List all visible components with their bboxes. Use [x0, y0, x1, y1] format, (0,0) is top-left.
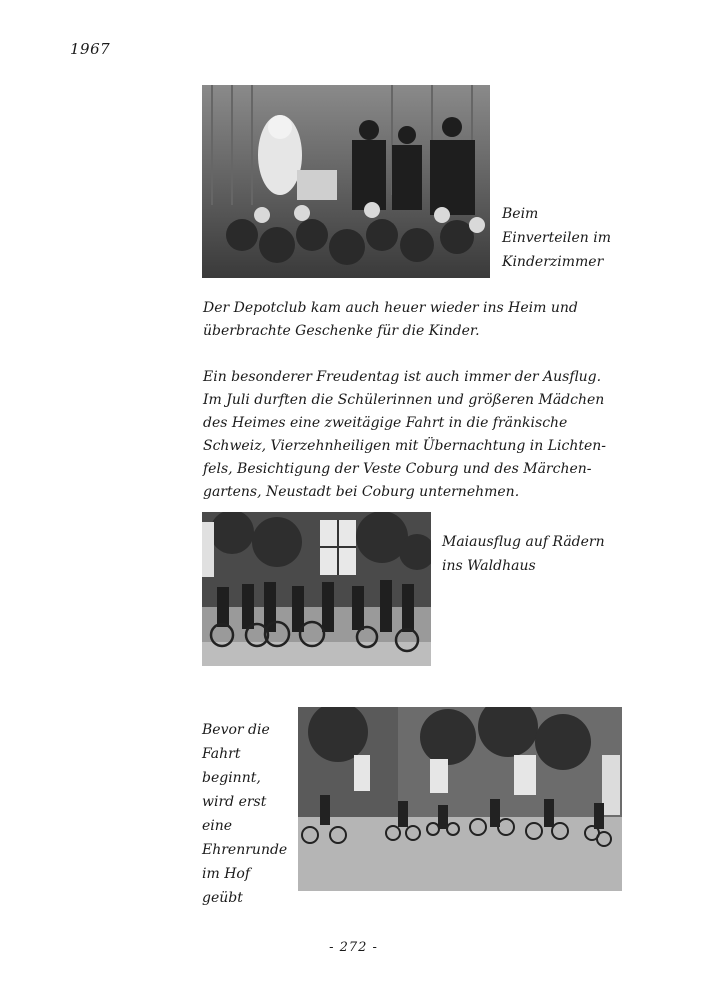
caption-line: Fahrt	[202, 746, 241, 762]
text-line: Der Depotclub kam auch heuer wieder ins Heim und	[203, 300, 578, 316]
photo-courtyard-round	[298, 707, 622, 891]
text-line: Schweiz, Vierzehnheiligen mit Übernachtung in Lichten-	[203, 438, 607, 454]
caption-santa	[502, 202, 611, 274]
caption-courtyard	[202, 718, 287, 910]
caption-line: Bevor die	[202, 722, 270, 738]
text-line: überbrachte Geschenke für die Kinder.	[203, 323, 480, 339]
caption-line: wird erst	[202, 794, 267, 810]
text-line: gartens, Neustadt bei Coburg unternehmen.	[203, 484, 520, 500]
caption-line: ins Waldhaus	[442, 558, 536, 574]
caption-line: geübt	[202, 890, 243, 906]
page-number: - 272 -	[329, 940, 378, 955]
text-line: des Heimes eine zweitägige Fahrt in die fränkische	[203, 415, 568, 431]
caption-line: Einverteilen im	[502, 230, 611, 246]
paragraph-ausflug	[203, 366, 633, 504]
caption-line: Beim	[502, 206, 539, 222]
caption-line: Maiausflug auf Rädern	[442, 534, 605, 550]
caption-line: im Hof	[202, 866, 251, 882]
paragraph-depotclub	[203, 297, 633, 343]
photo-bike-trip	[202, 512, 431, 666]
caption-line: eine	[202, 818, 233, 834]
caption-bike-trip	[442, 530, 605, 578]
text-line: fels, Besichtigung der Veste Coburg und des Märchen-	[203, 461, 592, 477]
text-line: Ein besonderer Freudentag ist auch immer der Ausflug.	[203, 369, 602, 385]
caption-line: Ehrenrunde	[202, 842, 288, 858]
caption-line: Kinderzimmer	[502, 254, 604, 270]
caption-line: beginnt,	[202, 770, 261, 786]
year-heading: 1967	[70, 40, 111, 58]
photo-santa-presents	[202, 85, 490, 278]
text-line: Im Juli durften die Schülerinnen und größeren Mädchen	[203, 392, 605, 408]
